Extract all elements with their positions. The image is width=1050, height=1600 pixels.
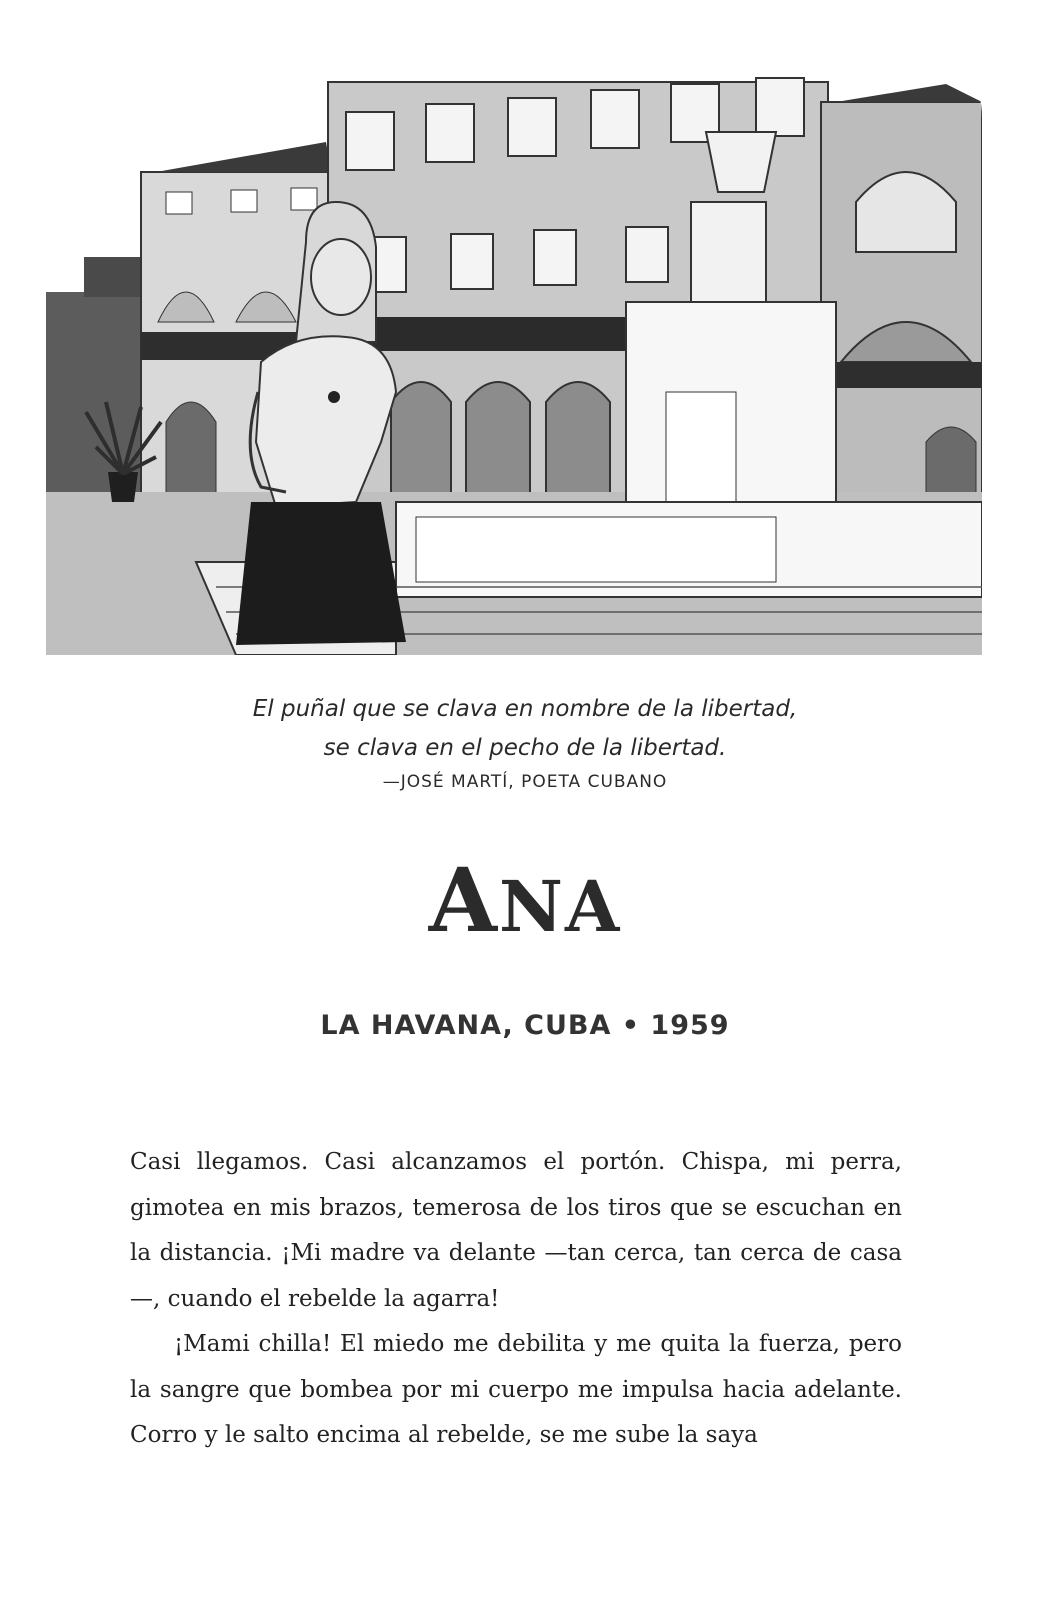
chapter-title-rest: NA — [498, 865, 622, 948]
epigraph-attribution: —JOSÉ MARTÍ, POETA CUBANO — [382, 772, 668, 792]
epigraph — [0, 690, 1050, 792]
chapter-subtitle: LA HAVANA, CUBA • 1959 — [320, 1010, 730, 1041]
chapter-title-initial: A — [428, 848, 499, 952]
chapter-illustration — [46, 62, 982, 655]
epigraph-line-2: se clava en el pecho de la libertad. — [323, 735, 727, 761]
havana-plaza-illustration-icon — [46, 62, 982, 655]
paragraph-2: ¡Mami chilla! El miedo me debilita y me quita la fuerza, pero la sangre que bombea por mi cuerpo me impulsa hacia adelante. Corro y le salto encima al rebelde, se me sube la saya — [130, 1331, 902, 1448]
chapter-title — [0, 848, 1050, 952]
chapter-body — [130, 1140, 902, 1459]
epigraph-line-1: El puñal que se clava en nombre de la libertad, — [252, 696, 798, 722]
paragraph-1: Casi llegamos. Casi alcanzamos el portón. Chispa, mi perra, gimotea en mis brazos, temerosa de los tiros que se escuchan en la distancia. ¡Mi madre va delante —tan cerca, tan cerca de casa—, cuando el rebelde la agarra! — [130, 1149, 902, 1312]
